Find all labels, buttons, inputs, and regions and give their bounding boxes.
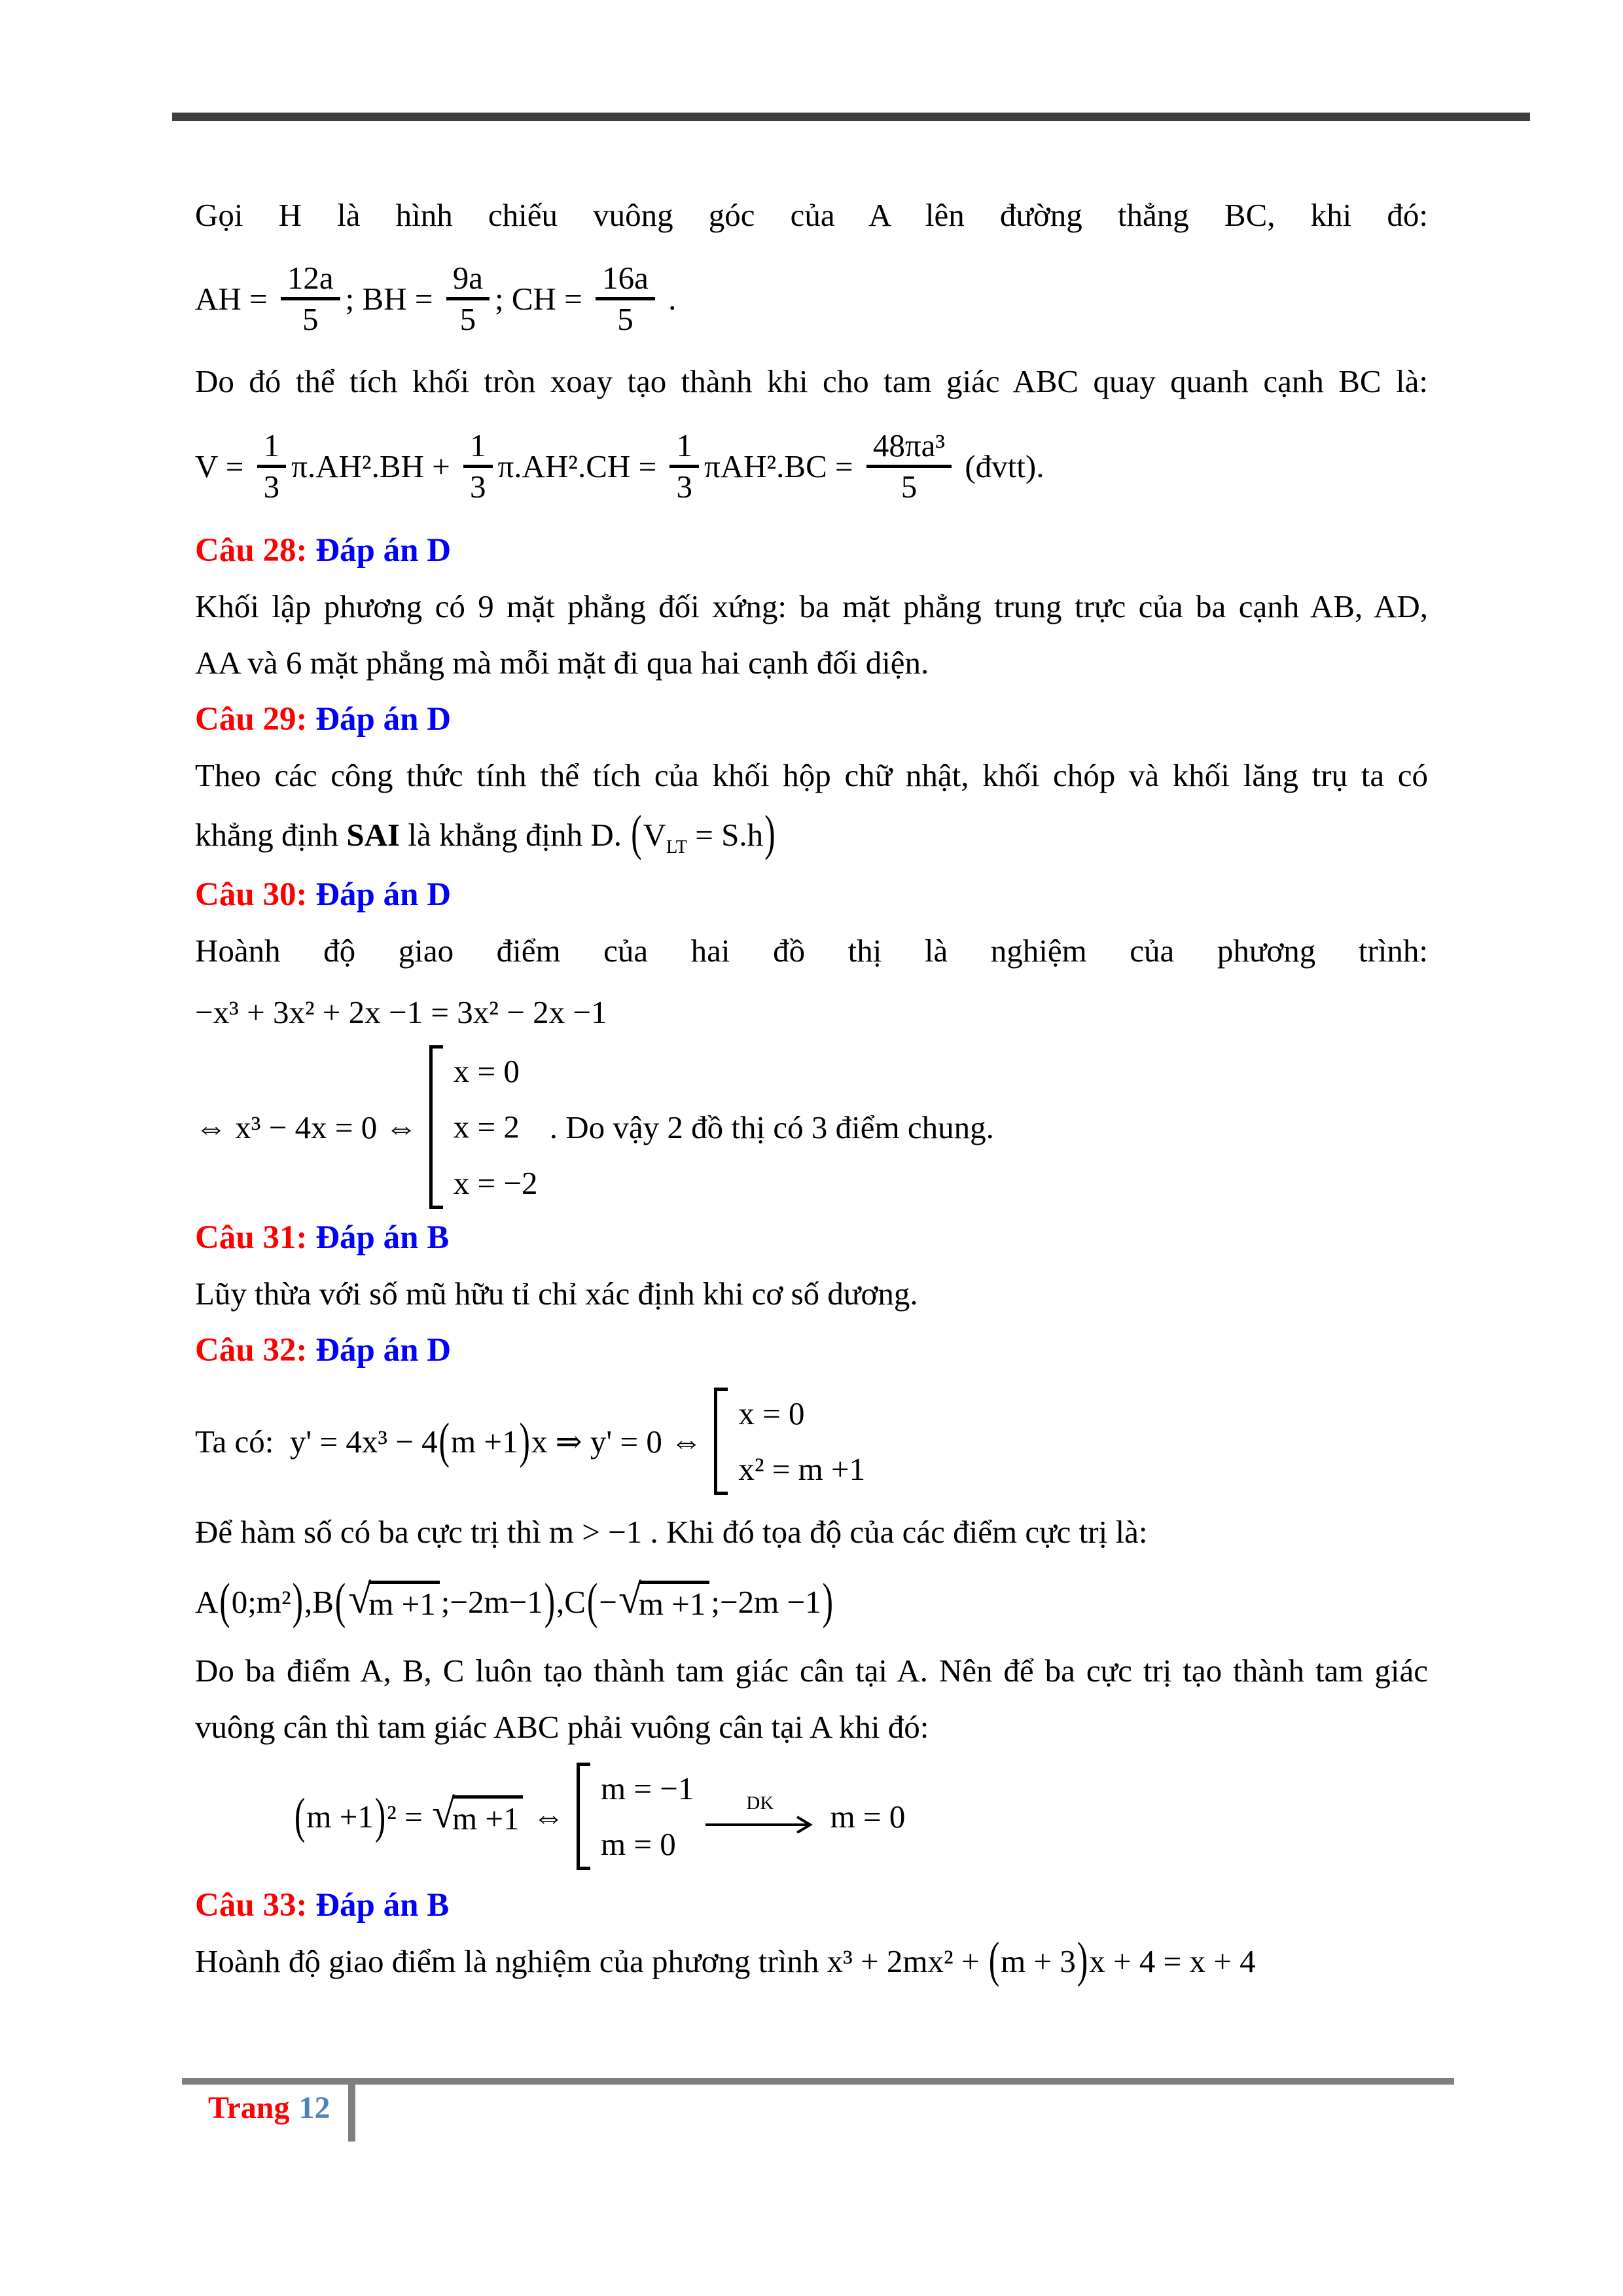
page-number-label: Trang [208, 2090, 290, 2125]
big-paren: ) [544, 1572, 556, 1629]
text-run: 0;m² [231, 1583, 291, 1620]
footer-tick-bar [348, 2078, 355, 2142]
text-run: AA và 6 mặt phẳng mà mỗi mặt đi qua hai cạnh đối diện. [195, 645, 929, 681]
fraction [463, 429, 493, 503]
text-run: SAI [346, 817, 401, 853]
fraction-denominator: 3 [676, 468, 692, 505]
cases-group [429, 1045, 538, 1209]
fraction-numerator: 1 [669, 429, 699, 467]
para-do-ba-diem [195, 1643, 1428, 1699]
text-run: Đáp án B [307, 1887, 450, 1924]
formula-volume [195, 410, 1428, 522]
text-run: ² = [387, 1798, 431, 1835]
radical-icon: √ [348, 1575, 372, 1622]
text-run: A [195, 1583, 219, 1620]
text-run: ;−2m −1 [711, 1583, 821, 1620]
big-paren: ) [822, 1572, 833, 1629]
big-paren: ( [438, 1412, 450, 1469]
text-run: x ⇒ y' = 0 ⇔ [531, 1423, 711, 1460]
para-khoi-lap-phuong [195, 579, 1428, 635]
text-run: ; BH = [345, 280, 441, 317]
text-run: Đáp án D [307, 532, 452, 569]
big-paren: ) [764, 804, 776, 861]
formula-system-x [195, 1045, 1428, 1210]
header-rule [172, 113, 1530, 121]
para-vuong-can [195, 1699, 1428, 1755]
para-hoanh-do-1 [195, 923, 1428, 979]
text-run: = S.h [687, 817, 764, 853]
cases-group [714, 1388, 865, 1496]
radical-icon: √ [431, 1790, 455, 1837]
text-run: khẳng định [195, 817, 347, 853]
text-run: Câu 32: [195, 1332, 308, 1369]
big-paren: ( [631, 804, 642, 861]
text-run: AH = [195, 280, 276, 317]
text-run: V [643, 817, 666, 853]
fraction-denominator: 3 [263, 468, 280, 505]
arrow-label: DK [746, 1793, 774, 1814]
heading-cau-30 [195, 867, 1428, 923]
para-khang-dinh [195, 804, 1428, 867]
left-bracket-icon [577, 1763, 590, 1871]
cases-row: x² = m +1 [738, 1451, 866, 1487]
fraction-denominator: 5 [617, 300, 633, 337]
fraction-numerator: 16a [596, 261, 655, 300]
labeled-arrow [704, 1794, 815, 1833]
text-run: Đáp án D [307, 876, 452, 913]
para-goi-h [195, 187, 1428, 243]
para-hoanh-do-2 [195, 1933, 1428, 1990]
text-run: Khối lập phương có 9 mặt phẳng đối xứng: ba mặt phẳng trung trực của ba cạnh AB, AD, [195, 588, 1428, 624]
text-run: vuông cân thì tam giác ABC phải vuông cân tại A khi đó: [195, 1709, 929, 1745]
left-bracket-icon [429, 1045, 443, 1209]
fraction [596, 261, 655, 336]
text-run: − [599, 1583, 617, 1620]
radicand: m +1 [452, 1795, 524, 1837]
fraction [281, 261, 340, 336]
text-run: Để hàm số có ba cực trị thì m > −1 . Khi đó tọa độ của các điểm cực trị là: [195, 1514, 1148, 1550]
formula-abc-points [195, 1560, 1428, 1643]
heading-cau-33 [195, 1877, 1428, 1933]
text-run: Do ba điểm A, B, C luôn tạo thành tam giác cân tại A. Nên để ba cực trị tạo thành tam giác [195, 1653, 1428, 1689]
text-run: ⇔ x³ − 4x = 0 ⇔ [195, 1109, 425, 1145]
cases-row: m = −1 [600, 1770, 694, 1806]
text-run: π.AH².BH + [291, 448, 459, 484]
fraction [669, 429, 699, 503]
left-bracket-icon [714, 1388, 728, 1496]
text-run: x + 4 = x + 4 [1089, 1943, 1256, 1979]
fraction-denominator: 5 [302, 300, 319, 337]
radicand: m +1 [368, 1581, 440, 1623]
heading-cau-32 [195, 1322, 1428, 1378]
text-run: Câu 29: [195, 701, 308, 738]
para-luy-thua [195, 1266, 1428, 1322]
text-run: π.AH².CH = [497, 448, 665, 484]
text-run: ,C [556, 1583, 586, 1620]
cases-group [577, 1763, 694, 1871]
cases-row: x = 0 [738, 1395, 805, 1431]
text-run: Câu 30: [195, 876, 308, 913]
heading-cau-28 [195, 522, 1428, 579]
heading-cau-29 [195, 691, 1428, 747]
text-run: Lũy thừa với số mũ hữu tỉ chỉ xác định khi cơ số dương. [195, 1276, 918, 1312]
text-run: m = 0 [822, 1798, 906, 1835]
text-run: . [660, 280, 677, 317]
text-run: V = [195, 448, 252, 484]
text-run: Hoành độ giao điểm của hai đồ thị là nghiệm của phương trình: [195, 933, 1428, 969]
square-root [348, 1575, 439, 1623]
big-paren: ( [988, 1931, 1000, 1988]
page-number-value: 12 [298, 2090, 330, 2125]
cases-rows [454, 1045, 538, 1209]
text-run: ; CH = [495, 280, 591, 317]
text-run: m +1 [451, 1423, 518, 1460]
radical-icon: √ [618, 1575, 641, 1622]
document-content [195, 187, 1428, 1990]
text-run: Hoành độ giao điểm là nghiệm của phương trình x³ + 2mx² + [195, 1943, 988, 1979]
cases-row: m = 0 [600, 1826, 676, 1862]
text-run: Gọi H là hình chiếu vuông góc của A lên đường thẳng BC, khi đó: [195, 197, 1428, 233]
fraction-numerator: 1 [257, 429, 287, 467]
para-de-ham-so [195, 1504, 1428, 1560]
formula-ah-bh-ch [195, 243, 1428, 353]
para-aa-va-6 [195, 635, 1428, 691]
big-paren: ( [334, 1572, 346, 1629]
fraction [446, 261, 490, 336]
text-run: πAH².BC = [704, 448, 861, 484]
cases-rows [738, 1388, 865, 1496]
cases-row: x = 2 [453, 1109, 520, 1145]
big-paren: ( [294, 1787, 306, 1844]
square-root [431, 1790, 523, 1837]
text-run: ;−2m−1 [440, 1583, 543, 1620]
cases-row: x = −2 [453, 1164, 538, 1201]
cases-row: x = 0 [453, 1052, 520, 1089]
big-paren: ) [374, 1787, 386, 1844]
text-run: ⇔ [524, 1798, 573, 1835]
fraction-denominator: 5 [901, 468, 918, 505]
para-theo-cac [195, 747, 1428, 804]
square-root [618, 1575, 709, 1623]
text-run: Câu 33: [195, 1887, 308, 1924]
right-arrow-icon [704, 1814, 815, 1833]
big-paren: ) [292, 1572, 303, 1629]
para-do-do [195, 353, 1428, 410]
formula-dk [195, 1755, 1428, 1877]
subscript: LT [666, 836, 688, 857]
text-run: Ta có: y' = 4x³ − 4 [195, 1423, 438, 1460]
text-run: −x³ + 3x² + 2x −1 = 3x² − 2x −1 [195, 994, 607, 1030]
text-run: Đáp án B [307, 1219, 450, 1256]
text-run: m +1 [306, 1798, 374, 1835]
text-run: Đáp án D [307, 701, 452, 738]
big-paren: ) [1077, 1931, 1088, 1988]
text-run: Do đó thể tích khối tròn xoay tạo thành khi cho tam giác ABC quay quanh cạnh BC là: [195, 363, 1428, 399]
fraction-numerator: 9a [446, 261, 490, 300]
text-run: là khẳng định D. [400, 817, 630, 853]
text-run: Câu 28: [195, 532, 308, 569]
footer-rule [182, 2078, 1454, 2085]
page-number [208, 2090, 330, 2126]
fraction-denominator: 3 [470, 468, 486, 505]
text-run: Câu 31: [195, 1219, 308, 1256]
fraction-numerator: 48πa³ [866, 429, 952, 467]
formula-ta-co [195, 1378, 1428, 1504]
fraction-denominator: 5 [459, 300, 476, 337]
formula-cubic [195, 979, 1428, 1045]
radicand: m +1 [639, 1581, 710, 1623]
fraction [257, 429, 287, 503]
text-run: Theo các công thức tính thể tích của khối hộp chữ nhật, khối chóp và khối lăng trụ ta có [195, 757, 1428, 793]
text-run: Đáp án D [307, 1332, 452, 1369]
big-paren: ( [219, 1572, 230, 1629]
fraction-numerator: 1 [463, 429, 493, 467]
big-paren: ) [519, 1412, 530, 1469]
fraction-numerator: 12a [281, 261, 340, 300]
text-run: (đvtt). [957, 448, 1044, 484]
text-run: . Do vậy 2 đồ thị có 3 điểm chung. [541, 1109, 994, 1145]
fraction [866, 429, 952, 503]
text-run: ,B [304, 1583, 334, 1620]
text-run: m + 3 [1001, 1943, 1076, 1979]
cases-rows [601, 1763, 694, 1871]
heading-cau-31 [195, 1210, 1428, 1266]
big-paren: ( [586, 1572, 598, 1629]
